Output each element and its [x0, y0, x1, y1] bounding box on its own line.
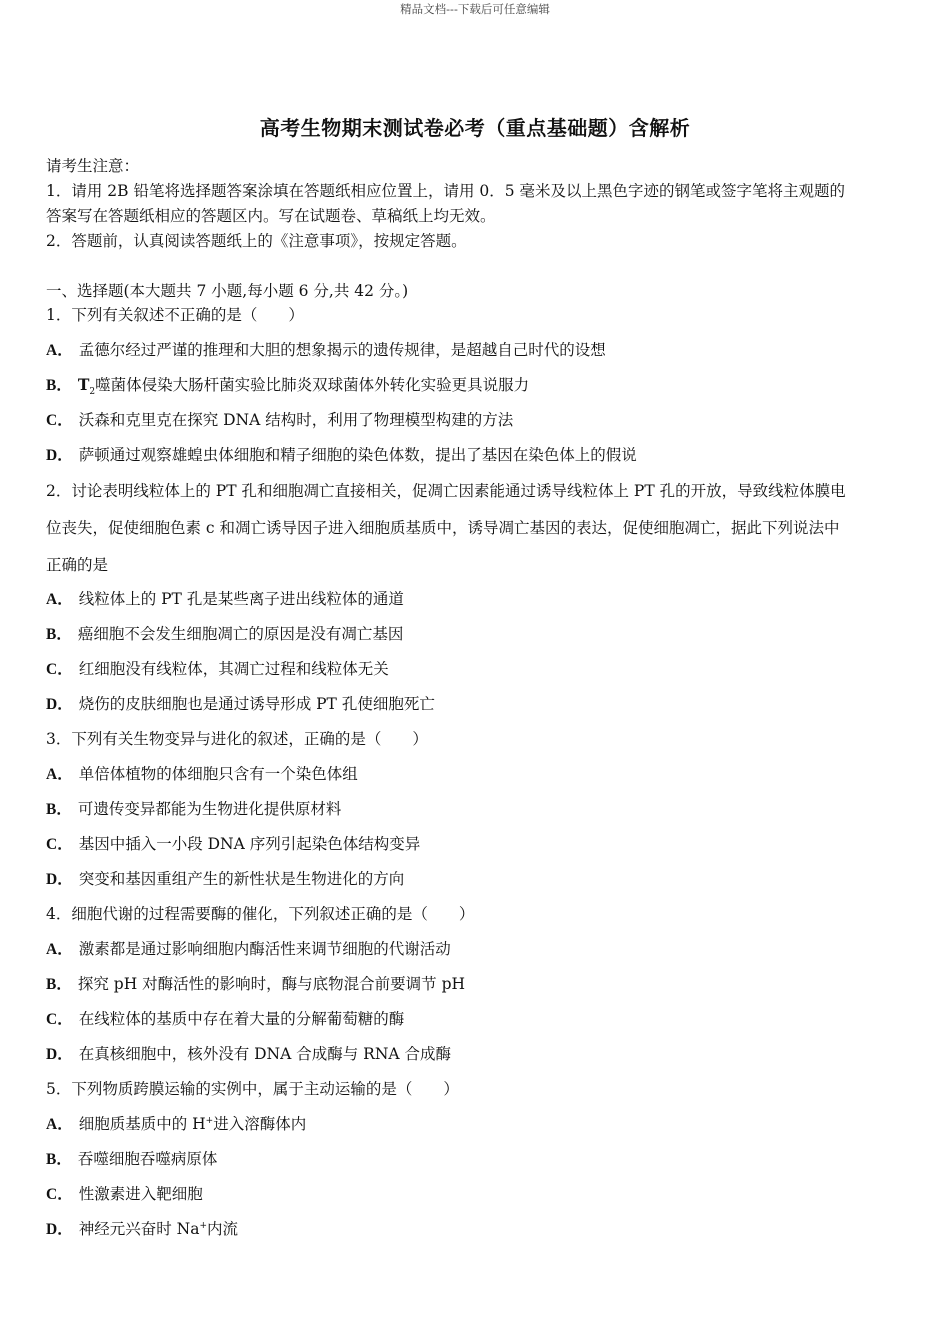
question-4-stem: 4．细胞代谢的过程需要酶的催化，下列叙述正确的是（ ）: [46, 905, 475, 923]
header-note: 精品文档---下载后可任意编辑: [400, 2, 550, 16]
question-2-stem-line-1: 2．讨论表明线粒体上的 PT 孔和细胞凋亡直接相关，促凋亡因素能通过诱导线粒体上 PT 孔的开放，导致线粒体膜电: [46, 482, 846, 500]
option-text: 性激素进入靶细胞: [78, 1185, 203, 1203]
option-text: 可遗传变异都能为生物进化提供原材料: [77, 800, 342, 818]
question-3-option-b: [46, 797, 341, 819]
option-superscript: +: [205, 1115, 214, 1126]
option-text: 单倍体植物的体细胞只含有一个染色体组: [78, 765, 358, 783]
question-4-option-a: [46, 937, 451, 959]
option-text-prefix: 神经元兴奋时 Na: [78, 1220, 200, 1238]
option-letter: C．: [46, 1186, 73, 1203]
question-4-option-b: [46, 972, 465, 994]
option-letter: B．: [46, 377, 72, 394]
notice-item-1-line-1: 1．请用 2B 铅笔将选择题答案涂填在答题纸相应位置上，请用 0．5 毫米及以上黑色字迹的钢笔或签字笔将主观题的: [46, 182, 846, 200]
option-letter: A．: [46, 1116, 73, 1133]
option-letter: D．: [46, 447, 73, 464]
option-subscript: 2: [89, 387, 96, 398]
question-2-option-a: [46, 587, 404, 609]
option-text: 沃森和克里克在探究 DNA 结构时，利用了物理模型构建的方法: [78, 411, 514, 429]
question-5-option-c: [46, 1182, 203, 1204]
question-1-option-c: [46, 408, 513, 430]
option-text: 激素都是通过影响细胞内酶活性来调节细胞的代谢活动: [78, 940, 451, 958]
option-text: 突变和基因重组产生的新性状是生物进化的方向: [78, 870, 405, 888]
question-2-option-d: [46, 692, 435, 714]
question-4-option-d: [46, 1042, 451, 1064]
question-2-option-b: [46, 622, 403, 644]
option-letter: D．: [46, 1221, 73, 1238]
page-title: 高考生物期末测试卷必考（重点基础题）含解析: [259, 116, 691, 140]
option-text: 基因中插入一小段 DNA 序列引起染色体结构变异: [78, 835, 421, 853]
question-2-stem-line-3: 正确的是: [46, 556, 109, 574]
notice-item-2: 2．答题前，认真阅读答题纸上的《注意事项》，按规定答题。: [46, 232, 467, 250]
option-letter: B．: [46, 626, 72, 643]
option-letter: B．: [46, 976, 72, 993]
question-3-option-c: [46, 832, 420, 854]
question-3-option-a: [46, 762, 358, 784]
option-letter: A．: [46, 941, 73, 958]
option-letter: C．: [46, 1011, 73, 1028]
option-text: 在真核细胞中，核外没有 DNA 合成酶与 RNA 合成酶: [78, 1045, 452, 1063]
question-3-stem: 3．下列有关生物变异与进化的叙述，正确的是（ ）: [46, 730, 428, 748]
option-superscript: +: [199, 1220, 207, 1231]
option-letter: C．: [46, 661, 73, 678]
option-text-prefix: 细胞质基质中的 H: [78, 1115, 206, 1133]
question-4-option-c: [46, 1007, 404, 1029]
option-text: 探究 pH 对酶活性的影响时，酶与底物混合前要调节 pH: [77, 975, 466, 993]
option-letter: A．: [46, 591, 73, 608]
option-text: 萨顿通过观察雄蝗虫体细胞和精子细胞的染色体数，提出了基因在染色体上的假说: [78, 446, 637, 464]
option-letter: D．: [46, 696, 73, 713]
question-1-option-a: [46, 338, 606, 360]
question-5-option-b: [46, 1147, 217, 1169]
option-letter: C．: [46, 412, 73, 429]
option-text: 癌细胞不会发生细胞凋亡的原因是没有凋亡基因: [77, 625, 404, 643]
option-text: 孟德尔经过严谨的推理和大胆的想象揭示的遗传规律，是超越自己时代的设想: [78, 341, 606, 359]
option-letter: D．: [46, 871, 73, 888]
option-text: 线粒体上的 PT 孔是某些离子进出线粒体的通道: [78, 590, 404, 608]
option-letter: A．: [46, 342, 73, 359]
question-5-option-d: [46, 1217, 238, 1239]
question-1-stem: 1．下列有关叙述不正确的是（ ）: [46, 306, 304, 324]
question-3-option-d: [46, 867, 404, 889]
option-text: 内流: [206, 1220, 238, 1238]
option-text: 噬菌体侵染大肠杆菌实验比肺炎双球菌体外转化实验更具说服力: [95, 376, 530, 394]
question-1-option-b: [46, 373, 529, 397]
option-letter: B．: [46, 1151, 72, 1168]
option-letter: A．: [46, 766, 73, 783]
question-2-option-c: [46, 657, 389, 679]
question-5-stem: 5．下列物质跨膜运输的实例中，属于主动运输的是（ ）: [46, 1080, 459, 1098]
option-letter: C．: [46, 836, 73, 853]
question-1-option-d: [46, 443, 637, 465]
option-text-prefix: T: [77, 375, 90, 394]
question-5-option-a: [46, 1112, 306, 1134]
option-text: 吞噬细胞吞噬病原体: [77, 1150, 218, 1168]
option-text: 红细胞没有线粒体，其凋亡过程和线粒体无关: [78, 660, 389, 678]
option-letter: D．: [46, 1046, 73, 1063]
option-letter: B．: [46, 801, 72, 818]
notice-item-1-line-2: 答案写在答题纸相应的答题区内。写在试题卷、草稿纸上均无效。: [46, 207, 496, 225]
option-text: 进入溶酶体内: [213, 1115, 307, 1133]
option-text: 在线粒体的基质中存在着大量的分解葡萄糖的酶: [78, 1010, 405, 1028]
question-2-stem-line-2: 位丧失，促使细胞色素 c 和凋亡诱导因子进入细胞质基质中，诱导凋亡基因的表达，促使细胞凋亡，据此下列说法中: [46, 519, 840, 537]
notice-heading: 请考生注意：: [46, 157, 140, 175]
section-heading: 一、选择题(本大题共 7 小题,每小题 6 分,共 42 分。): [46, 282, 409, 300]
option-text: 烧伤的皮肤细胞也是通过诱导形成 PT 孔使细胞死亡: [78, 695, 435, 713]
